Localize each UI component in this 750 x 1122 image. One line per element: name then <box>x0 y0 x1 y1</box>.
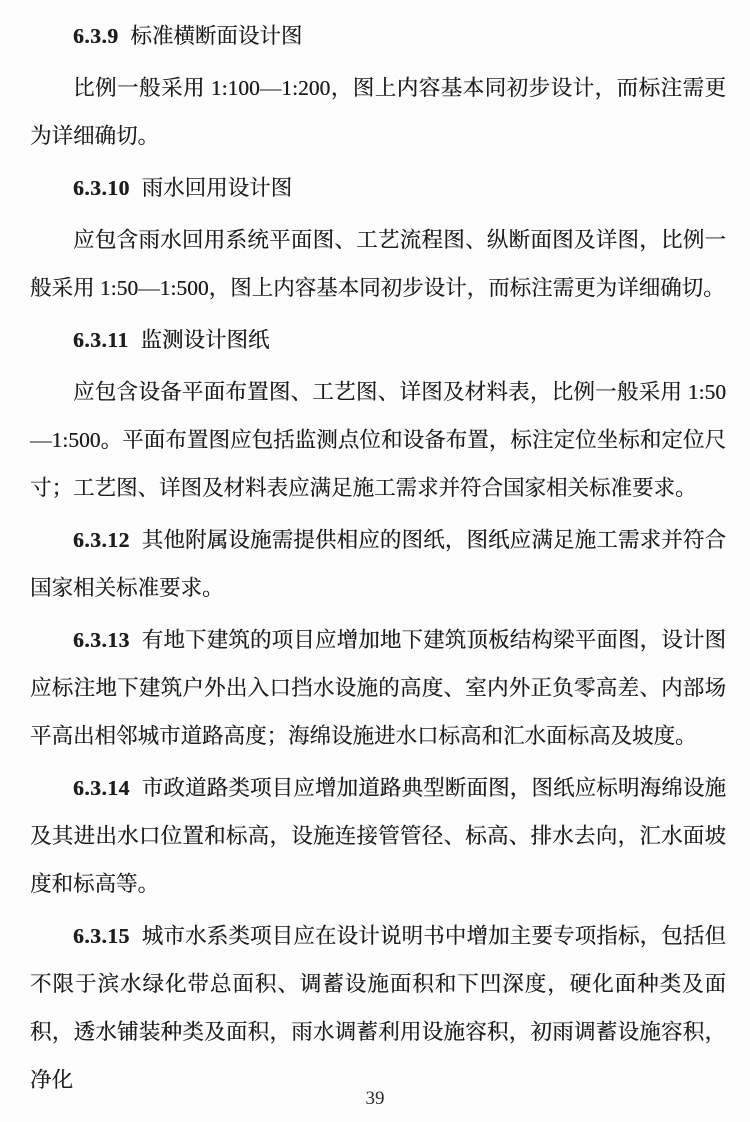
paragraph-text: 有地下建筑的项目应增加地下建筑顶板结构梁平面图，设计图应标注地下建筑户外出入口挡水设施的高度、室内外正负零高差、内部场平高出相邻城市道路高度；海绵设施进水口标高和汇水面标高及坡度。 <box>30 628 726 748</box>
section-heading-text: 雨水回用设计图 <box>141 176 293 200</box>
paragraph-text: 应包含雨水回用系统平面图、工艺流程图、纵断面图及详图，比例一般采用 1:50—1:500，图上内容基本同初步设计，而标注需更为详细确切。 <box>30 228 726 300</box>
section-heading-6-3-10 <box>30 164 726 212</box>
section-paragraph-6-3-12 <box>30 516 726 612</box>
section-number: 6.3.15 <box>73 924 130 948</box>
section-heading-6-3-9 <box>30 12 726 60</box>
section-paragraph-6-3-15 <box>30 912 726 1104</box>
section-number: 6.3.9 <box>73 24 119 48</box>
paragraph <box>30 64 726 160</box>
section-paragraph-6-3-13 <box>30 616 726 760</box>
section-heading-text: 标准横断面设计图 <box>130 24 303 48</box>
page-number: 39 <box>365 1088 385 1109</box>
section-paragraph-6-3-14 <box>30 764 726 908</box>
paragraph <box>30 368 726 512</box>
section-number: 6.3.12 <box>73 528 130 552</box>
section-heading-text: 监测设计图纸 <box>140 328 270 352</box>
section-number: 6.3.11 <box>73 328 129 352</box>
section-number: 6.3.13 <box>73 628 130 652</box>
paragraph <box>30 216 726 312</box>
paragraph-text: 应包含设备平面布置图、工艺图、详图及材料表，比例一般采用 1:50—1:500。平面布置图应包括监测点位和设备布置，标注定位坐标和定位尺寸；工艺图、详图及材料表应满足施工需求并符合国家相关标准要求。 <box>30 380 726 500</box>
paragraph-text: 其他附属设施需提供相应的图纸，图纸应满足施工需求并符合国家相关标准要求。 <box>30 528 726 600</box>
paragraph-text: 城市水系类项目应在设计说明书中增加主要专项指标，包括但不限于滨水绿化带总面积、调蓄设施面积和下凹深度，硬化面种类及面积，透水铺装种类及面积，雨水调蓄利用设施容积，初雨调蓄设施容积，净化 <box>30 924 726 1092</box>
section-number: 6.3.14 <box>73 776 130 800</box>
section-number: 6.3.10 <box>73 176 130 200</box>
paragraph-text: 比例一般采用 1:100—1:200，图上内容基本同初步设计，而标注需更为详细确切。 <box>30 76 726 148</box>
paragraph-text: 市政道路类项目应增加道路典型断面图，图纸应标明海绵设施及其进出水口位置和标高，设施连接管管径、标高、排水去向，汇水面坡度和标高等。 <box>30 776 726 896</box>
section-heading-6-3-11 <box>30 316 726 364</box>
